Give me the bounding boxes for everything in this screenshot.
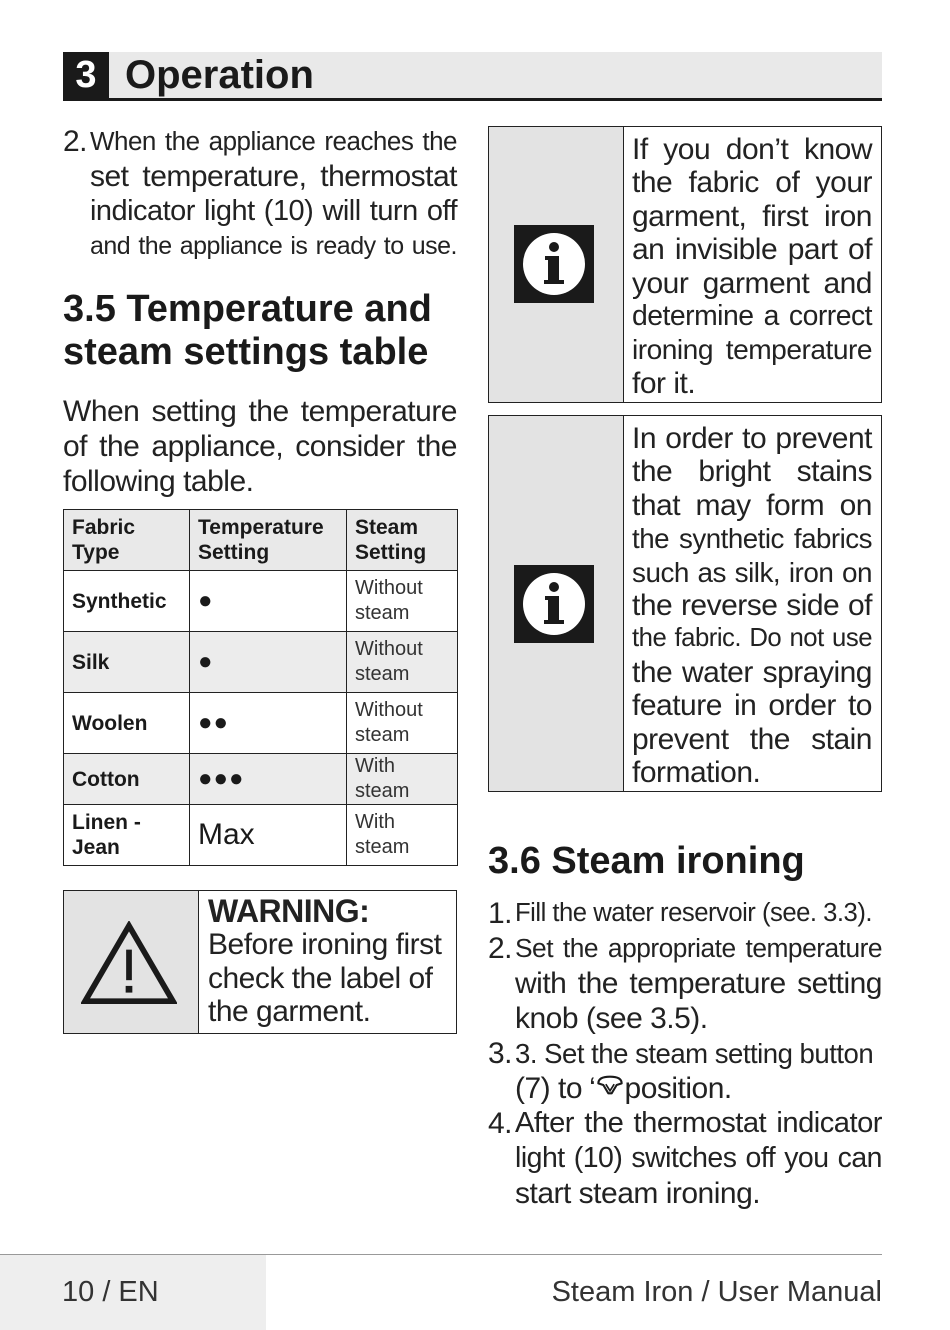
text-line: After the thermostat indicator [515,1107,882,1139]
chapter-title: Operation [125,53,314,97]
text-line: the bright stains [632,455,872,489]
text-line: following table. [63,465,254,498]
chapter-number: 3 [63,52,109,98]
info-text-1 [632,133,872,400]
step-number: 2. [63,125,88,158]
header-temperature-setting: Temperature Setting [190,510,347,571]
text-line: If you don’t know [632,133,872,166]
step-text [90,124,457,264]
text-line: set temperature, thermostat [90,160,457,193]
title-line: 3.5 Temperature and [63,288,432,330]
text-line: Fill the water reservoir (see. 3.3). [515,899,872,927]
fabric-cell: Silk [64,632,190,693]
text-line: knob (see 3.5). [515,1002,708,1035]
text-line: Before ironing first [208,928,442,962]
text-line: an invisible part of [632,233,872,267]
step-4 [488,1106,882,1211]
steam-cell: With steam [347,754,458,805]
step-3 [488,1036,882,1106]
table-row [64,693,458,754]
steam-cell: Without steam [347,632,458,693]
text-line: light (10) switches off you can [515,1142,882,1174]
info-icon [514,565,594,643]
temperature-cell: ●● [190,693,347,754]
text-line: ironing temperature [632,334,872,366]
steam-cell: Without steam [347,693,458,754]
text-line: start steam ironing. [515,1177,761,1210]
steam-cell: With steam [347,805,458,866]
text-line: formation. [632,756,761,790]
fabric-cell: Cotton [64,754,190,805]
manual-title: Steam Iron / User Manual [551,1276,882,1308]
text-line: the fabric. Do not use [632,624,872,653]
table-row [64,754,458,805]
text-line: with the temperature setting [515,967,882,1000]
page-number: 10 / EN [62,1276,159,1308]
step-2 [488,931,882,1036]
fabric-cell: Linen - Jean [64,805,190,866]
header-steam-setting: Steam Setting [347,510,458,571]
text-line: the reverse side of [632,589,872,623]
settings-table [63,509,458,866]
text-line: and the appliance is ready to use. [90,232,457,260]
table-row [64,571,458,632]
section-title-3-6: 3.6 Steam ironing [488,840,805,882]
temperature-cell: ●●● [190,754,347,805]
text-line: indicator light (10) will turn off [90,195,457,227]
info-box-1 [488,126,882,403]
text-line: prevent the stain [632,722,872,756]
text-line: the garment. [208,995,371,1029]
text-line: that may form on [632,488,872,522]
text-line: the fabric of your [632,166,872,200]
text-line: check the label of [208,961,433,995]
info-icon [514,225,594,303]
step-number: 3. [488,1037,513,1070]
text-line: When the appliance reaches the [90,126,457,156]
text-line: determine a correct [632,300,872,333]
step-number: 4. [488,1107,513,1140]
text-line: feature in order to [632,689,872,723]
fabric-cell: Synthetic [64,571,190,632]
text-line: garment, first iron [632,199,872,233]
table-row [64,632,458,693]
step-number: 2. [488,932,513,965]
chapter-header [63,52,882,101]
steam-cell: Without steam [347,571,458,632]
header-fabric-type: Fabric Type [64,510,190,571]
text-line: for it. [632,366,696,400]
text-line: your garment and [632,266,872,300]
temperature-cell: ● [190,632,347,693]
text-line: (7) to “ ” position. [515,1072,732,1105]
info-text-2 [632,422,872,789]
step-text [515,1106,882,1211]
warning-box [63,890,457,1034]
temperature-cell: ● [190,571,347,632]
text-line: In order to prevent [632,422,872,455]
text-line: When setting the temperature [63,395,457,428]
warning-triangle-icon [81,921,177,1005]
text-line: 3. Set the steam setting button [515,1038,874,1069]
intro-paragraph [63,394,457,499]
text-line: the water spraying [632,655,872,689]
text-line: Set the appropriate temperature [515,933,882,963]
fabric-cell: Woolen [64,693,190,754]
steam-icon [595,1073,625,1097]
text-line: of the appliance, consider the [63,430,457,463]
table-row [64,805,458,866]
section-title-3-5 [63,288,463,374]
step-1 [488,896,882,931]
step-text [515,1036,882,1106]
step-number: 1. [488,897,513,930]
title-line: steam settings table [63,331,429,373]
step-text [515,931,882,1036]
step-text [515,896,882,931]
table-header-row [64,510,458,571]
warning-text [208,895,452,1029]
text-line: such as silk, iron on [632,556,872,588]
warning-title: WARNING: [208,893,370,929]
info-box-2 [488,415,882,792]
text-line: the synthetic fabrics [632,523,872,555]
temperature-cell: Max [190,805,347,866]
